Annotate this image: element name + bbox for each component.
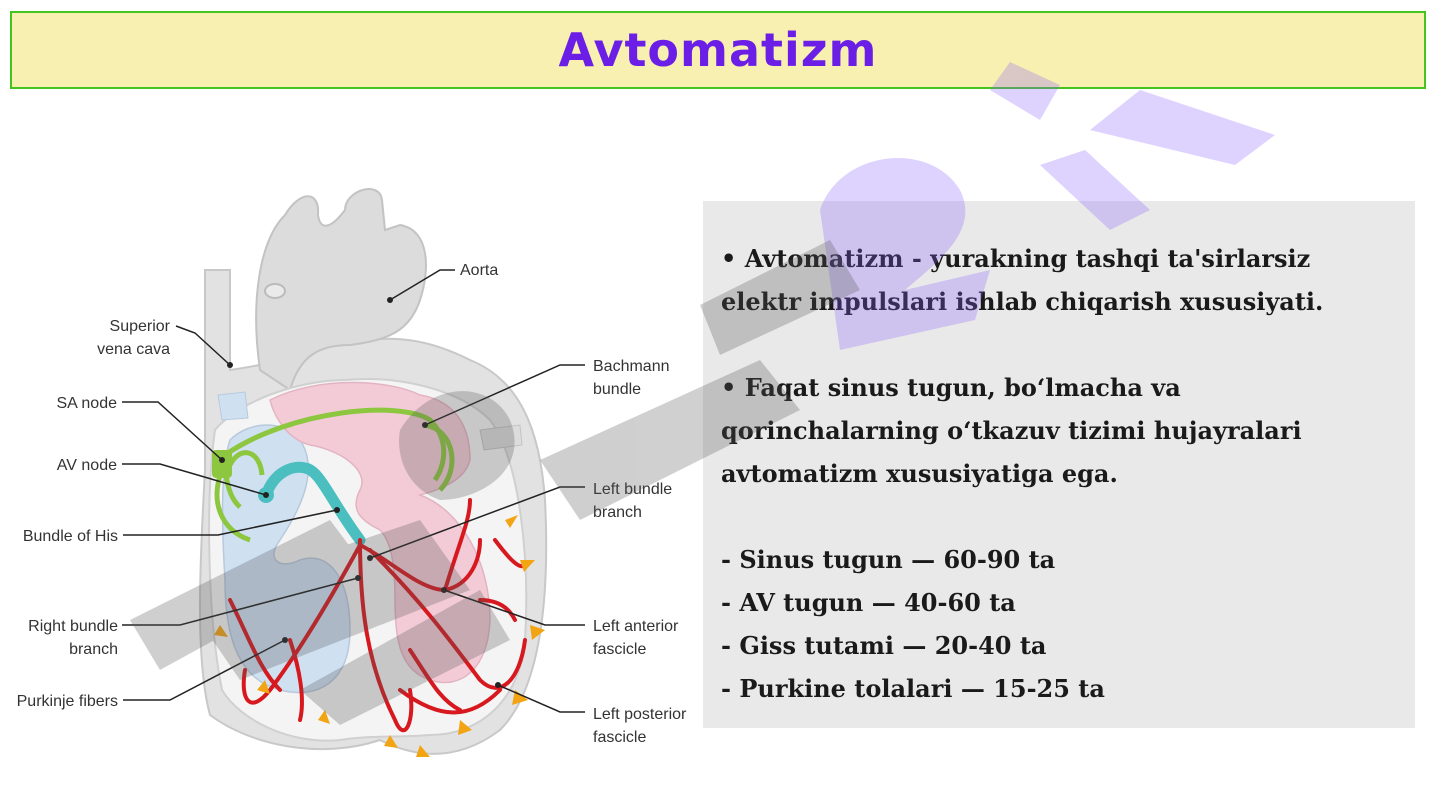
list-item: - Purkine tolalari — 15-25 ta bbox=[721, 674, 1105, 703]
label-left-posterior-1: Left posterior bbox=[593, 706, 687, 723]
slide-title: Avtomatizm bbox=[558, 23, 878, 77]
label-right-bundle-2: branch bbox=[69, 641, 118, 658]
label-bachmann-1: Bachmann bbox=[593, 358, 670, 375]
label-left-bundle-1: Left bundle bbox=[593, 481, 673, 498]
text-panel bbox=[703, 201, 1415, 728]
paragraph-cells: • Faqat sinus tugun, boʻlmacha va qorinchalarning oʻtkazuv tizimi hujayralari avtomatizm xususiyatiga ega. bbox=[721, 373, 1302, 488]
list-item: - Giss tutami — 20-40 ta bbox=[721, 631, 1047, 660]
list-item: - AV tugun — 40-60 ta bbox=[721, 588, 1016, 617]
label-left-anterior-2: fascicle bbox=[593, 641, 647, 658]
label-purkinje: Purkinje fibers bbox=[16, 693, 118, 710]
label-bachmann-2: bundle bbox=[593, 381, 642, 398]
heart-conduction-diagram bbox=[0, 170, 700, 770]
label-left-anterior-1: Left anterior bbox=[593, 618, 679, 635]
label-svc-1: Superior bbox=[109, 318, 170, 335]
paragraph-definition: • Avtomatizm - yurakning tashqi ta'sirlarsiz elektr impulslari ishlab chiqarish xususiyati. bbox=[721, 244, 1324, 316]
label-av-node: AV node bbox=[56, 457, 117, 474]
label-svc-2: vena cava bbox=[97, 341, 170, 358]
label-bundle-of-his: Bundle of His bbox=[22, 528, 118, 545]
label-sa-node: SA node bbox=[56, 395, 117, 412]
title-banner bbox=[10, 11, 1426, 89]
label-left-bundle-2: branch bbox=[593, 504, 642, 521]
label-aorta: Aorta bbox=[460, 262, 499, 279]
label-right-bundle-1: Right bundle bbox=[28, 618, 118, 635]
label-left-posterior-2: fascicle bbox=[593, 729, 647, 746]
list-item: - Sinus tugun — 60-90 ta bbox=[721, 545, 1056, 574]
